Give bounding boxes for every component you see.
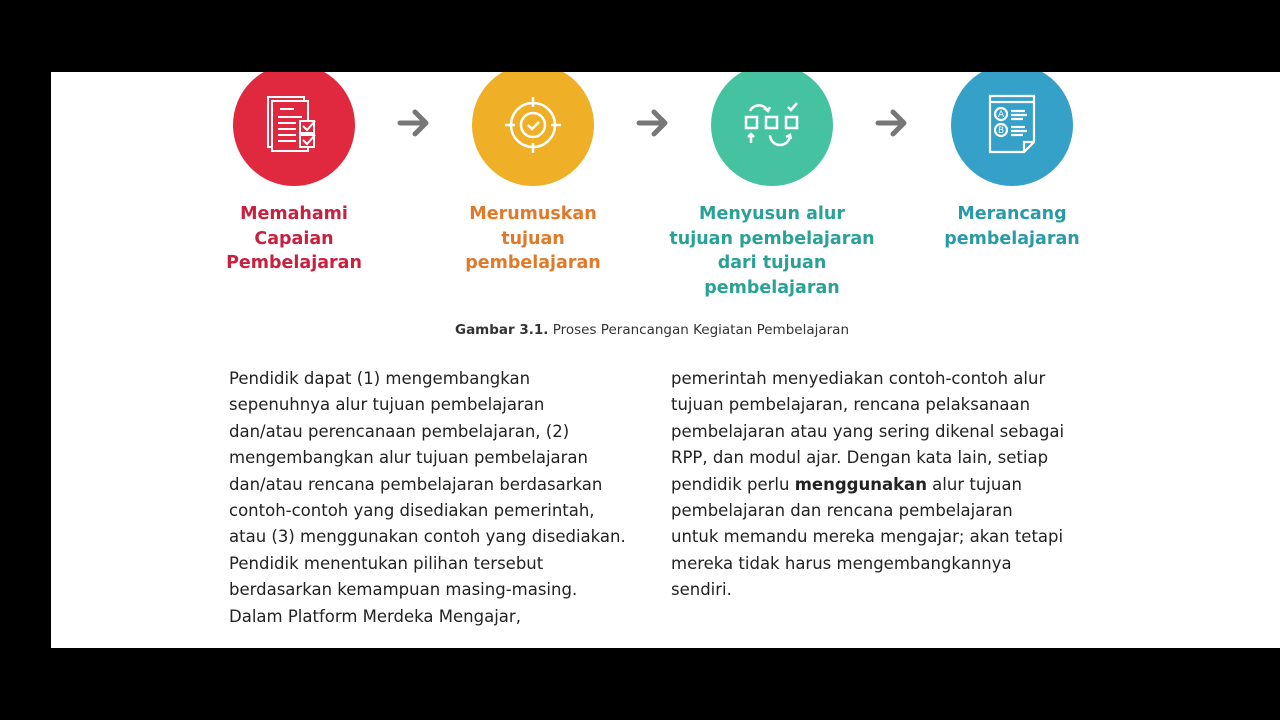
checklist-document-icon	[233, 72, 355, 186]
left-text-column: Pendidik dapat (1) mengembangkan sepenuhnya alur tujuan pembelajaran dan/atau perencanaan pembelajaran, (2) mengembangkan alur tujuan pembelajaran dan/atau rencana pembelajaran berdasarkan contoh-contoh yang disediakan pemerintah, atau (3) menggunakan contoh yang disediakan. Pendidik menentukan pilihan tersebut berdasarkan kemampuan masing-masing. Dalam Platform Merdeka Mengajar,	[229, 369, 626, 626]
figure-caption: Gambar 3.1. Proses Perancangan Kegiatan Pembelajaran	[454, 322, 849, 338]
step-label-1: Memahami Capaian Pembelajaran	[226, 204, 362, 273]
svg-text:B: B	[998, 126, 1005, 136]
svg-text:A: A	[998, 110, 1005, 120]
step-label-4: Merancang pembelajaran	[944, 204, 1080, 249]
right-text-column: pemerintah menyediakan contoh-contoh alur tujuan pembelajaran, rencana pelaksanaan pembelajaran atau yang sering dikenal sebagai RPP, dan modul ajar. Dengan kata lain, setiap pendidik perlu menggunakan alur tujuan pembelajaran dan rencana pembelajaran untuk memandu mereka mengajar; akan tetapi mereka tidak harus mengembangkannya sendiri.	[671, 369, 1065, 600]
arrow-right-icon	[397, 106, 431, 140]
step-label-3: Menyusun alur tujuan pembelajaran dari tujuan pembelajaran	[669, 204, 875, 298]
ab-document-icon	[951, 72, 1073, 186]
step-label-2: Merumuskan tujuan pembelajaran	[465, 204, 601, 273]
document-page	[51, 72, 1280, 648]
flow-steps-icon	[711, 72, 833, 186]
arrow-right-icon	[875, 106, 909, 140]
target-icon	[472, 72, 594, 186]
arrow-right-icon	[636, 106, 670, 140]
